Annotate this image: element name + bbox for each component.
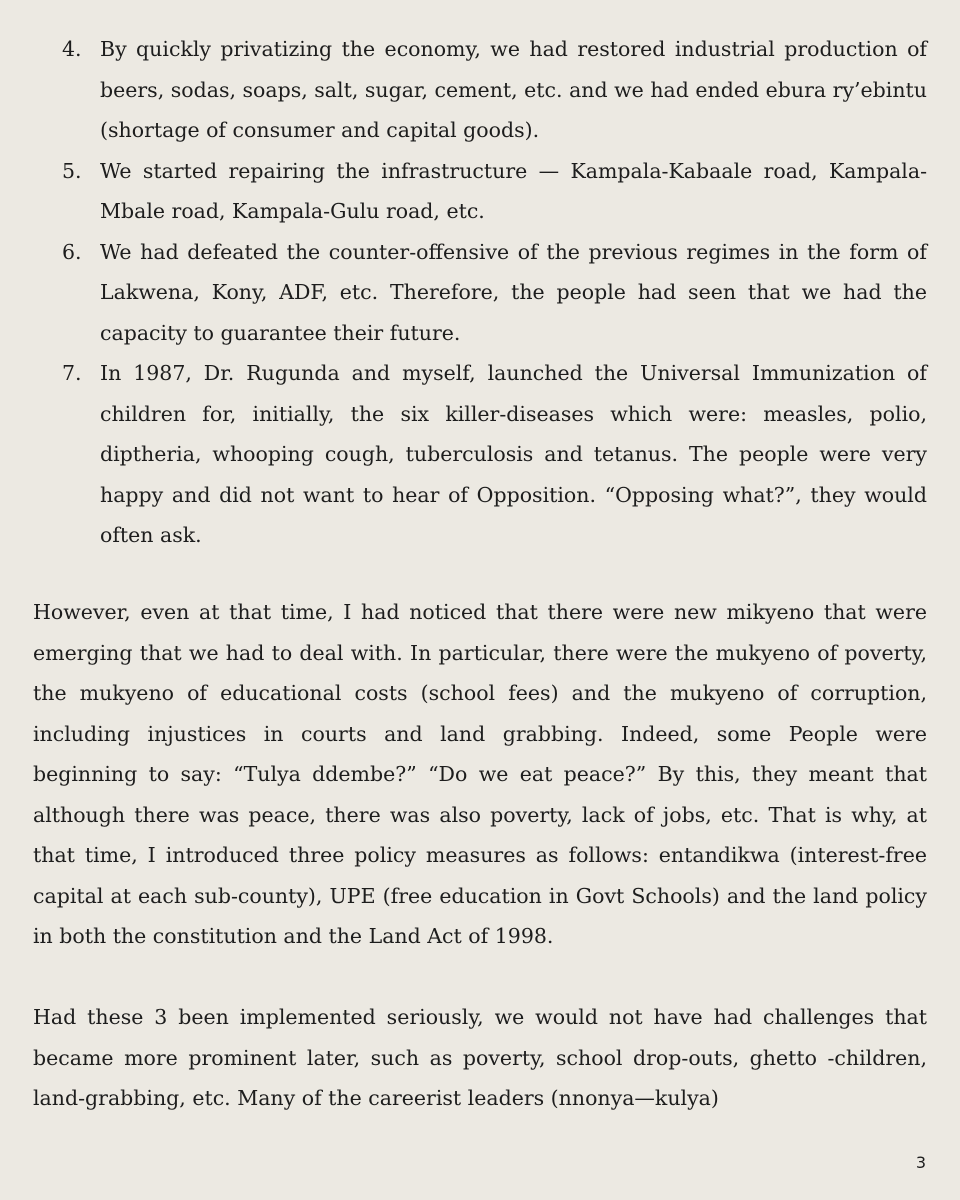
list-item-number: 5. <box>62 158 82 183</box>
list-item <box>0 353 960 556</box>
list-item-number: 6. <box>62 239 82 264</box>
page-number: 3 <box>915 1153 926 1172</box>
body-paragraph: However, even at that time, I had noticed that there were new mikyeno that were emerging that we had to deal with. In particular, there were the mukyeno of poverty, the mukyeno of educational costs (school fees) and the mukyeno of corruption, including injustices in courts and land grabbing. Indeed, some People were beginning to say: “Tulya ddembe?” “Do we eat peace?” By this, they meant that although there was peace, there was also poverty, lack of jobs, etc. That is why, at that time, I introduced three policy measures as follows: entandikwa (interest-free capital at each sub-county), UPE (free education in Govt Schools) and the land policy in both the constitution and the Land Act of 1998. <box>33 600 927 948</box>
list-item <box>0 29 960 151</box>
list-item <box>0 151 960 232</box>
list-item <box>0 232 960 354</box>
numbered-list <box>0 29 960 556</box>
list-item-text: By quickly privatizing the economy, we had restored industrial production of beers, sodas, soaps, salt, sugar, cement, etc. and we had ended ebura ry’ebintu (shortage of consumer and capital goods). <box>100 37 927 142</box>
list-item-text: We had defeated the counter-offensive of the previous regimes in the form of Lakwena, Kony, ADF, etc. Therefore, the people had seen that we had the capacity to guarantee their future. <box>100 239 927 345</box>
list-item-text: In 1987, Dr. Rugunda and myself, launched the Universal Immunization of children for, initially, the six killer-diseases which were: measles, polio, diptheria, whooping cough, tuberculosis and tetanus. The people were very happy and did not want to hear of Opposition. “Opposing what?”, they would often ask. <box>100 361 927 547</box>
list-item-text: We started repairing the infrastructure — Kampala-Kabaale road, Kampala-Mbale road, Kampala-Gulu road, etc. <box>100 158 927 223</box>
body-paragraph: Had these 3 been implemented seriously, we would not have had challenges that became more prominent later, such as poverty, school drop-outs, ghetto -children, land-grabbing, etc. Many of the careerist leaders (nnonya—kulya) <box>33 1005 927 1110</box>
list-item-number: 4. <box>62 37 82 61</box>
list-item-number: 7. <box>62 361 82 385</box>
